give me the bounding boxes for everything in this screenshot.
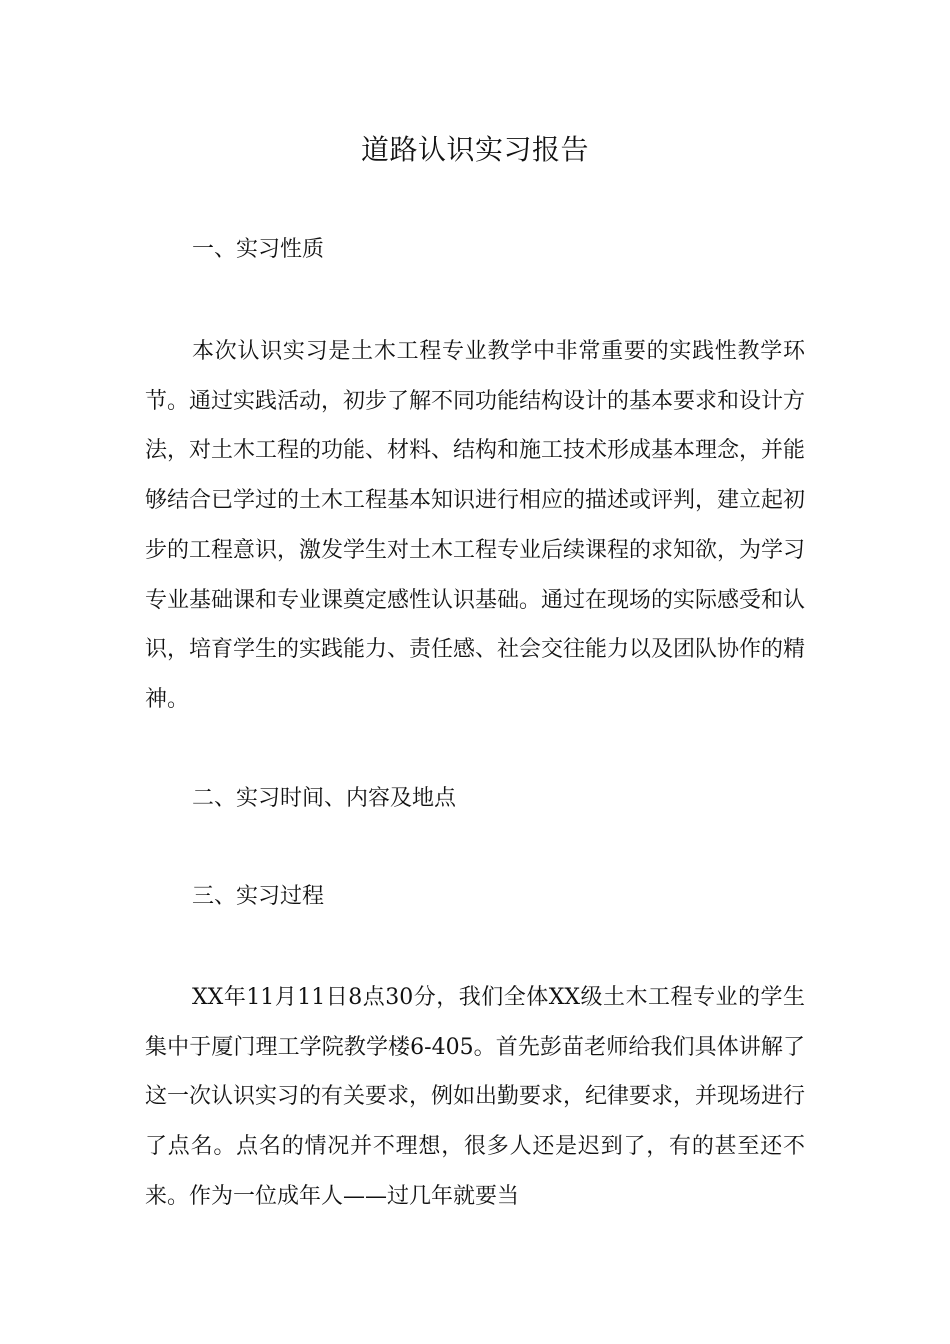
- document-title: 道路认识实习报告: [360, 133, 589, 166]
- section-paragraph-process: XX年11月11日8点30分，我们全体XX级土木工程专业的学生集中于厦门理工学院教学楼6-405。首先彭苗老师给我们具体讲解了这一次认识实习的有关要求，例如出勤要求，纪律要求，并现场进行了点名。点名的情况并不理想，很多人还是迟到了，有的甚至还不来。作为一位成年人——过几年就要当: [145, 985, 806, 1209]
- section-heading-process: 三、实习过程: [192, 884, 325, 909]
- section-heading-nature: 一、实习性质: [192, 237, 325, 262]
- section-heading-time-content-location: 二、实习时间、内容及地点: [192, 786, 457, 811]
- section-paragraph-nature: 本次认识实习是土木工程专业教学中非常重要的实践性教学环节。通过实践活动，初步了解不同功能结构设计的基本要求和设计方法，对土木工程的功能、材料、结构和施工技术形成基本理念，并能够结合已学过的土木工程基本知识进行相应的描述或评判，建立起初步的工程意识，激发学生对土木工程专业后续课程的求知欲，为学习专业基础课和专业课奠定感性认识基础。通过在现场的实际感受和认识，培育学生的实践能力、责任感、社会交往能力以及团队协作的精神。: [145, 339, 806, 712]
